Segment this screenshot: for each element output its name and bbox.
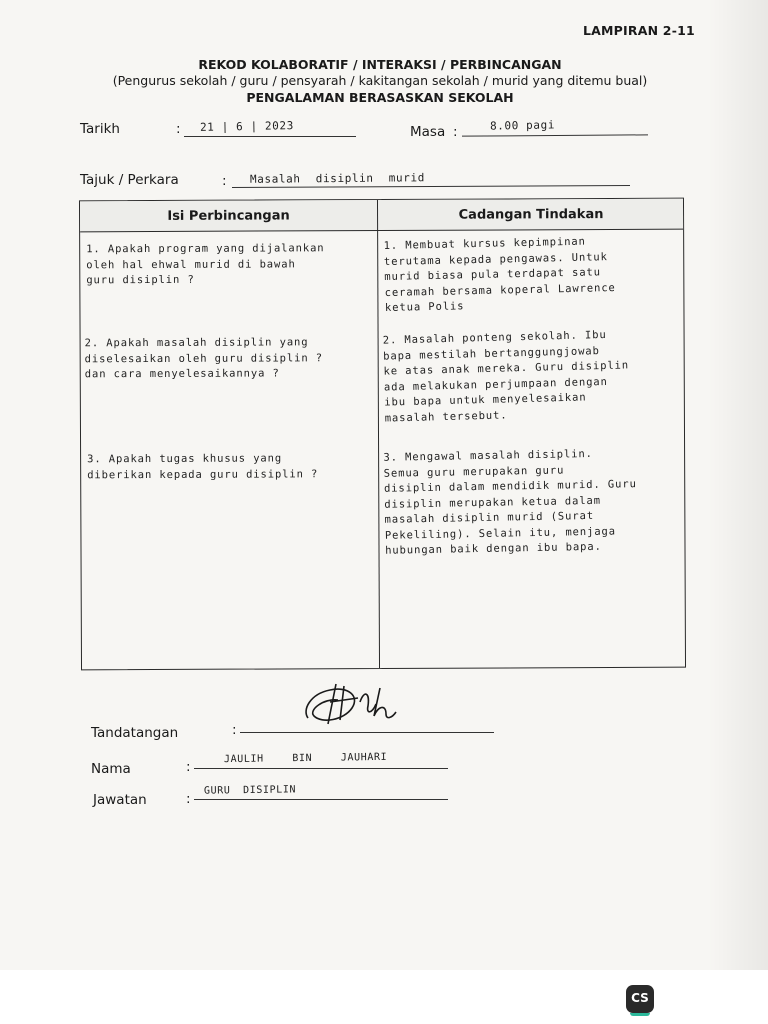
position-underline xyxy=(194,799,448,800)
handwritten-signature xyxy=(300,680,410,730)
column-divider xyxy=(377,200,380,668)
discussion-table xyxy=(79,198,686,671)
page-shadow xyxy=(708,0,768,970)
signature-label: Tandatangan xyxy=(91,725,179,741)
name-colon: : xyxy=(186,759,191,775)
signature-colon: : xyxy=(232,722,237,738)
topic-colon: : xyxy=(222,173,227,189)
position-colon: : xyxy=(186,791,191,807)
position-label: Jawatan xyxy=(93,792,147,808)
time-colon: : xyxy=(453,124,458,140)
column-header-discussion: Isi Perbincangan xyxy=(167,208,290,224)
date-underline xyxy=(184,136,356,137)
date-colon: : xyxy=(176,121,181,137)
column-header-action: Cadangan Tindakan xyxy=(458,207,604,223)
name-value: JAULIH BIN JAUHARI xyxy=(223,751,388,766)
time-label: Masa xyxy=(410,124,446,140)
discussion-item-1: 1. Apakah program yang dijalankan oleh hal ehwal murid di bawah guru disiplin ? xyxy=(86,242,325,287)
signature-underline xyxy=(240,732,494,733)
action-item-3: 3. Mengawal masalah disiplin. Semua guru merupakan guru disiplin dalam mendidik murid. Guru disiplin merupakan ketua dalam masalah disiplin murid (Surat Pekeliling). Selain itu, menjaga hubungan baik dengan ibu bapa. xyxy=(383,447,637,557)
date-label: Tarikh xyxy=(80,121,120,137)
form-section-title: PENGALAMAN BERASASKAN SEKOLAH xyxy=(246,90,514,105)
discussion-item-2: 2. Apakah masalah disiplin yang diselesaikan oleh guru disiplin ? dan cara menyelesaikannya ? xyxy=(84,336,324,381)
date-value: 21 | 6 | 2023 xyxy=(199,119,295,134)
discussion-item-3: 3. Apakah tugas khusus yang diberikan kepada guru disiplin ? xyxy=(87,452,319,481)
topic-label: Tajuk / Perkara xyxy=(80,172,179,188)
topic-value: Masalah disiplin murid xyxy=(249,171,425,186)
position-value: GURU DISIPLIN xyxy=(203,784,297,797)
appendix-label: LAMPIRAN 2-11 xyxy=(583,23,695,38)
action-item-1: 1. Membuat kursus kepimpinan terutama kepada pengawas. Untuk murid biasa pula terdapat satu ceramah bersama koperal Lawrence ketua Polis xyxy=(383,235,616,314)
form-subtitle: (Pengurus sekolah / guru / pensyarah / kakitangan sekolah / murid yang ditemu bual) xyxy=(112,73,648,88)
name-underline xyxy=(194,768,448,769)
time-value: 8.00 pagi xyxy=(489,118,556,133)
camscanner-logo-icon: CS xyxy=(626,985,654,1013)
form-title: REKOD KOLABORATIF / INTERAKSI / PERBINCANGAN xyxy=(198,57,562,72)
action-item-2: 2. Masalah ponteng sekolah. Ibu bapa mestilah bertanggungjowab ke atas anak mereka. Guru disiplin ada melakukan perjumpaan dengan ibu bapa untuk menyelesaikan masalah tersebut. xyxy=(382,328,630,425)
name-label: Nama xyxy=(91,761,131,777)
